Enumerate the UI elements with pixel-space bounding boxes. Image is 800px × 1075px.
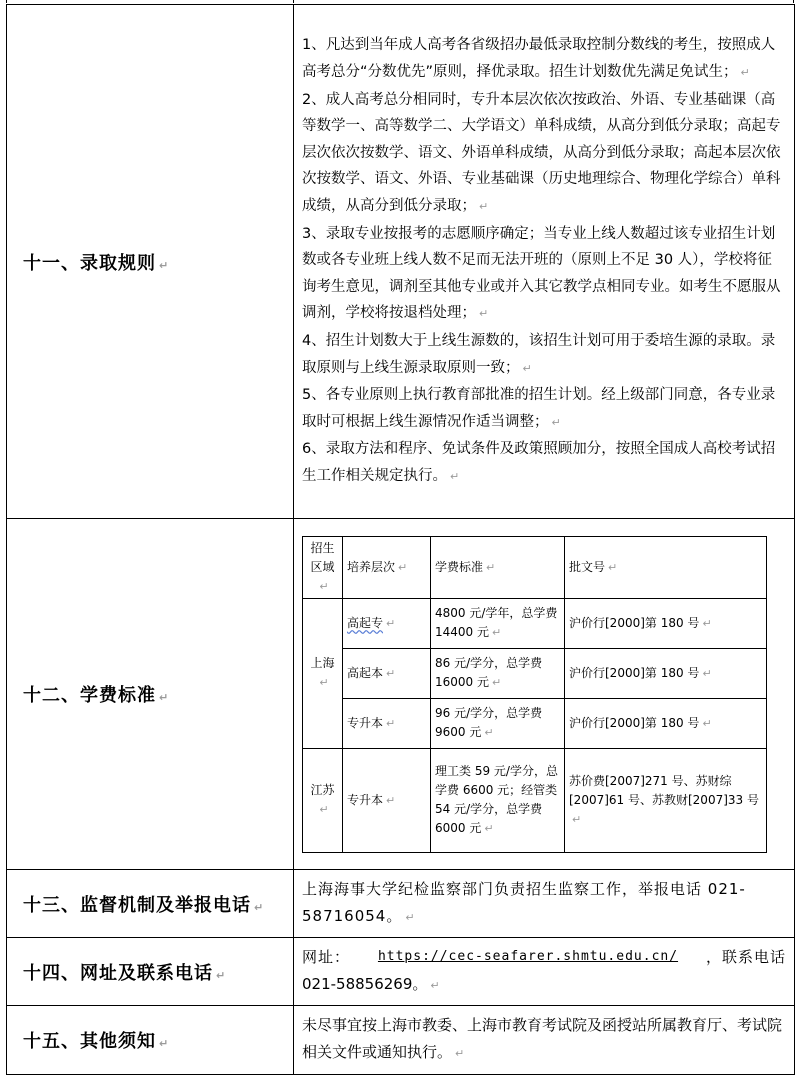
region-cell-shanghai: 上海↵ [303,598,343,748]
enrollment-rules-table [6,4,795,1075]
section-11-label: 十一、录取规则 ↵ [7,5,294,519]
contact-phone-label: ，联系电话 [705,948,786,967]
section-12-label: 十二、学费标准 ↵ [7,519,294,870]
level-cell: 专升本 ↵ [343,748,431,852]
approval-cell: 苏价费[2007]271 号、苏财综[2007]61 号、苏教财[2007]33 号↵ [565,748,767,852]
section-12-row [7,519,795,870]
rule-paragraph: 3、录取专业按报考的志愿顺序确定；当专业上线人数超过该专业招生计划数或各专业班上线人数不足而无法开班的（原则上不足 30 人），学校将征询考生意见，调剂至其他专业或并入其它教学点相同专业。如考生不愿服从调剂，学校将按退档处理； ↵ [302,225,781,322]
section-14-row [7,938,795,1006]
approval-cell: 沪价行[2000]第 180 号 ↵ [565,598,767,648]
fee-cell: 4800 元/学年，总学费 14400 元 ↵ [431,598,565,648]
section-11-content [294,5,795,519]
region-cell-jiangsu: 江苏↵ [303,748,343,852]
fee-cell: 理工类 59 元/学分，总学费 6600 元；经管类 54 元/学分，总学费 6000 元 ↵ [431,748,565,852]
section-15-row [7,1006,795,1074]
contact-phone: 021-58856269。 [302,974,428,993]
section-13-label: 十三、监督机制及举报电话 ↵ [7,870,294,938]
header-approval: 批文号 ↵ [565,536,767,598]
header-fee: 学费标准 ↵ [431,536,565,598]
section-14-content: 网址： https://cec-seafarer.shmtu.edu.cn/ ，联系电话 021-58856269。 ↵ [294,938,795,1006]
rule-paragraph: 6、录取方法和程序、免试条件及政策照顾加分，按照全国成人高校考试招生工作相关规定执行。 ↵ [302,441,776,484]
section-14-label: 十四、网址及联系电话 ↵ [7,938,294,1006]
section-15-content: 未尽事宜按上海市教委、上海市教育考试院及函授站所属教育厅、考试院相关文件或通知执行。 ↵ [294,1006,795,1074]
fee-cell: 86 元/学分，总学费 16000 元 ↵ [431,648,565,698]
rule-paragraph: 4、招生计划数大于上线生源数的，该招生计划可用于委培生源的录取。录取原则与上线生源录取原则一致； ↵ [302,332,776,376]
rule-paragraph: 2、成人高考总分相同时，专升本层次依次按政治、外语、专业基础课（高等数学一、高等数学二、大学语文）单科成绩，从高分到低分录取；高起专层次依次按数学、语文、外语单科成绩，从高分到低分录取；高起本层次依次按数学、语文、外语、专业基础课（历史地理综合、物理化学综合）单科成绩，从高分到低分录取； ↵ [302,91,781,215]
header-level: 培养层次 ↵ [343,536,431,598]
website-prefix: 网址： [302,948,351,967]
rule-paragraph: 1、凡达到当年成人高考各省级招办最低录取控制分数线的考生，按照成人高考总分“分数优先”原则，择优录取。招生计划数优先满足免试生； ↵ [302,37,776,81]
tuition-header-row [303,536,767,598]
section-11-row [7,5,795,519]
approval-cell: 沪价行[2000]第 180 号 ↵ [565,648,767,698]
approval-cell: 沪价行[2000]第 180 号 ↵ [565,698,767,748]
section-15-label: 十五、其他须知 ↵ [7,1006,294,1074]
level-cell: 专升本 ↵ [343,698,431,748]
table-row [303,748,767,852]
section-12-content [294,519,795,870]
tuition-table [302,536,767,853]
table-row [303,648,767,698]
table-row [303,698,767,748]
fee-cell: 96 元/学分，总学费 9600 元 ↵ [431,698,565,748]
section-13-row [7,870,795,938]
header-region: 招生区域↵ [303,536,343,598]
level-cell: 高起专 ↵ [343,598,431,648]
table-row [303,598,767,648]
rule-paragraph: 5、各专业原则上执行教育部批准的招生计划。经上级部门同意，各专业录取时可根据上线生源情况作适当调整； ↵ [302,387,776,430]
level-cell: 高起本 ↵ [343,648,431,698]
section-13-content: 上海海事大学纪检监察部门负责招生监察工作，举报电话 021-58716054。 ↵ [294,870,795,938]
website-link[interactable]: https://cec-seafarer.shmtu.edu.cn/ [377,949,679,965]
